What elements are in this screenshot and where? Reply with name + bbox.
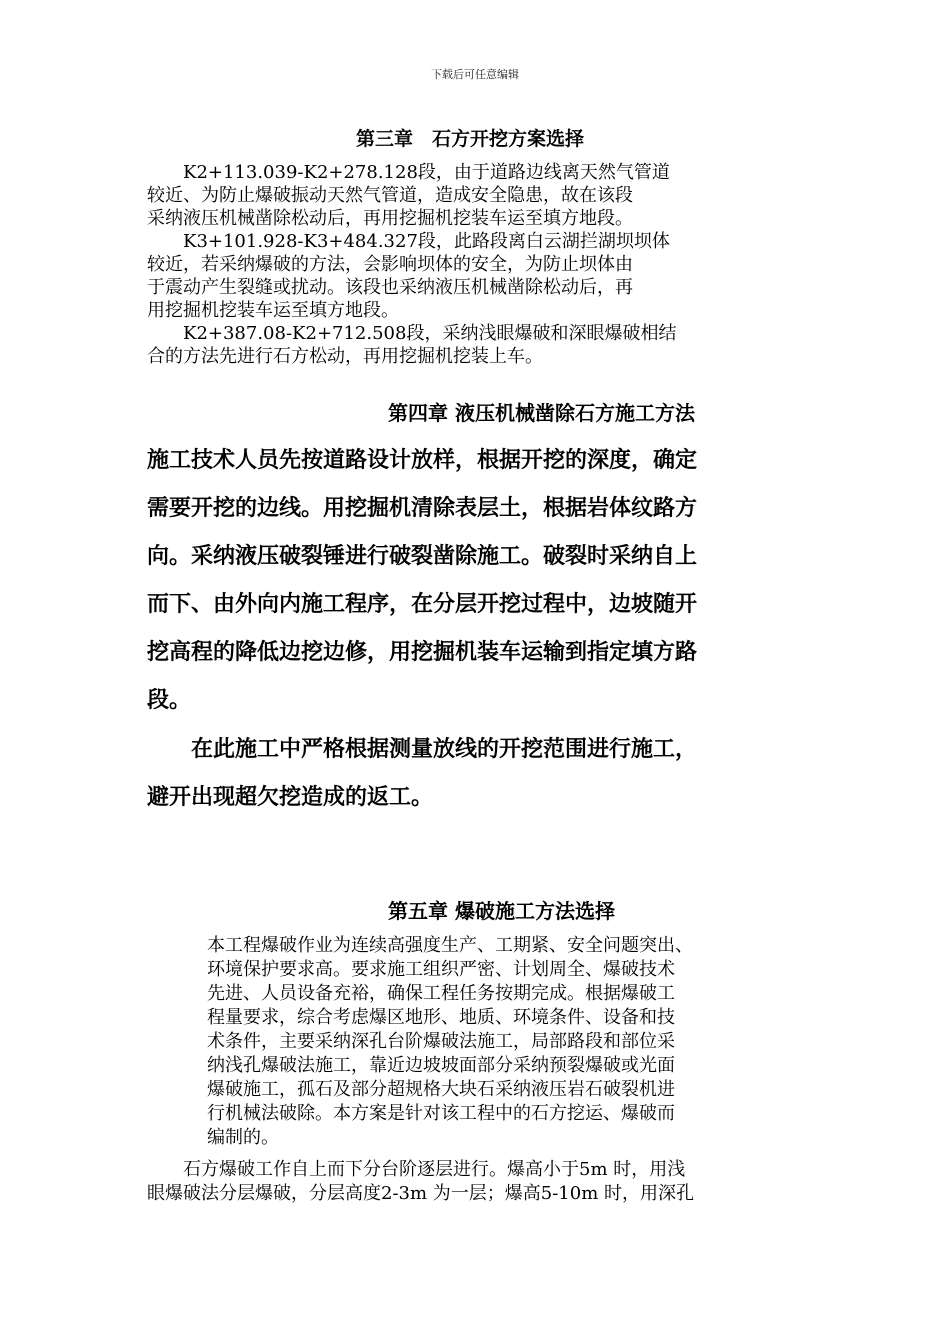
text-line: 采纳液压机械凿除松动后，再用挖掘机挖装车运至填方地段。 [147,208,633,229]
text-line: 而下、由外向内施工程序，在分层开挖过程中，边坡随开 [147,591,698,617]
text-line: 用挖掘机挖装车运至填方地段。 [147,300,399,321]
text-line: 环境保护要求高。要求施工组织严密、计划周全、爆破技术 [207,959,675,980]
chapter-4-title: 第四章 液压机械凿除石方施工方法 [388,401,695,425]
chapter-5-block [207,934,693,1150]
text-line: 避开出现超欠挖造成的返工。 [147,784,434,810]
text-line: 向。采纳液压破裂锤进行破裂凿除施工。破裂时采纳自上 [147,543,698,569]
text-line: 于震动产生裂缝或扰动。该段也采纳液压机械凿除松动后，再 [147,277,633,298]
text-line: 编制的。 [207,1127,279,1148]
text-line: 纳浅孔爆破法施工，靠近边坡坡面部分采纳预裂爆破或光面 [207,1055,675,1076]
text-line: K3+101.928-K3+484.327段，此路段离白云湖拦湖坝坝体 [147,231,670,252]
chapter-5-body [147,1158,694,1206]
chapter-4-body [147,436,697,821]
text-line: K2+113.039-K2+278.128段，由于道路边线离天然气管道 [147,162,670,183]
text-line: 术条件，主要采纳深孔台阶爆破法施工，局部路段和部位采 [207,1031,675,1052]
text-line: 石方爆破工作自上而下分台阶逐层进行。爆高小于5m 时，用浅 [147,1159,686,1180]
text-line: 施工技术人员先按道路设计放样，根据开挖的深度，确定 [147,447,698,473]
page-header-note: 下载后可任意编辑 [431,68,519,81]
chapter-3-title: 第三章 石方开挖方案选择 [356,128,585,150]
chapter-3-body [147,161,676,368]
text-line: 本工程爆破作业为连续高强度生产、工期紧、安全问题突出、 [207,935,693,956]
text-line: 程量要求，综合考虑爆区地形、地质、环境条件、设备和技 [207,1007,675,1028]
text-line: 在此施工中严格根据测量放线的开挖范围进行施工， [147,736,698,762]
text-line: 较近、为防止爆破振动天然气管道，造成安全隐患，故在该段 [147,185,633,206]
text-line: 段。 [147,687,192,713]
text-line: 挖高程的降低边挖边修，用挖掘机装车运输到指定填方路 [147,639,698,665]
chapter-5-title: 第五章 爆破施工方法选择 [388,899,615,923]
text-line: 爆破施工，孤石及部分超规格大块石采纳液压岩石破裂机进 [207,1079,675,1100]
text-line: 眼爆破法分层爆破，分层高度2-3m 为一层；爆高5-10m 时，用深孔 [147,1183,695,1204]
text-line: 需要开挖的边线。用挖掘机清除表层土，根据岩体纹路方 [147,495,698,521]
text-line: 先进、人员设备充裕，确保工程任务按期完成。根据爆破工 [207,983,675,1004]
text-line: 较近，若采纳爆破的方法，会影响坝体的安全，为防止坝体由 [147,254,633,275]
text-line: 合的方法先进行石方松动，再用挖掘机挖装上车。 [147,346,543,367]
text-line: K2+387.08-K2+712.508段，采纳浅眼爆破和深眼爆破相结 [147,323,677,344]
text-line: 行机械法破除。本方案是针对该工程中的石方挖运、爆破而 [207,1103,675,1124]
